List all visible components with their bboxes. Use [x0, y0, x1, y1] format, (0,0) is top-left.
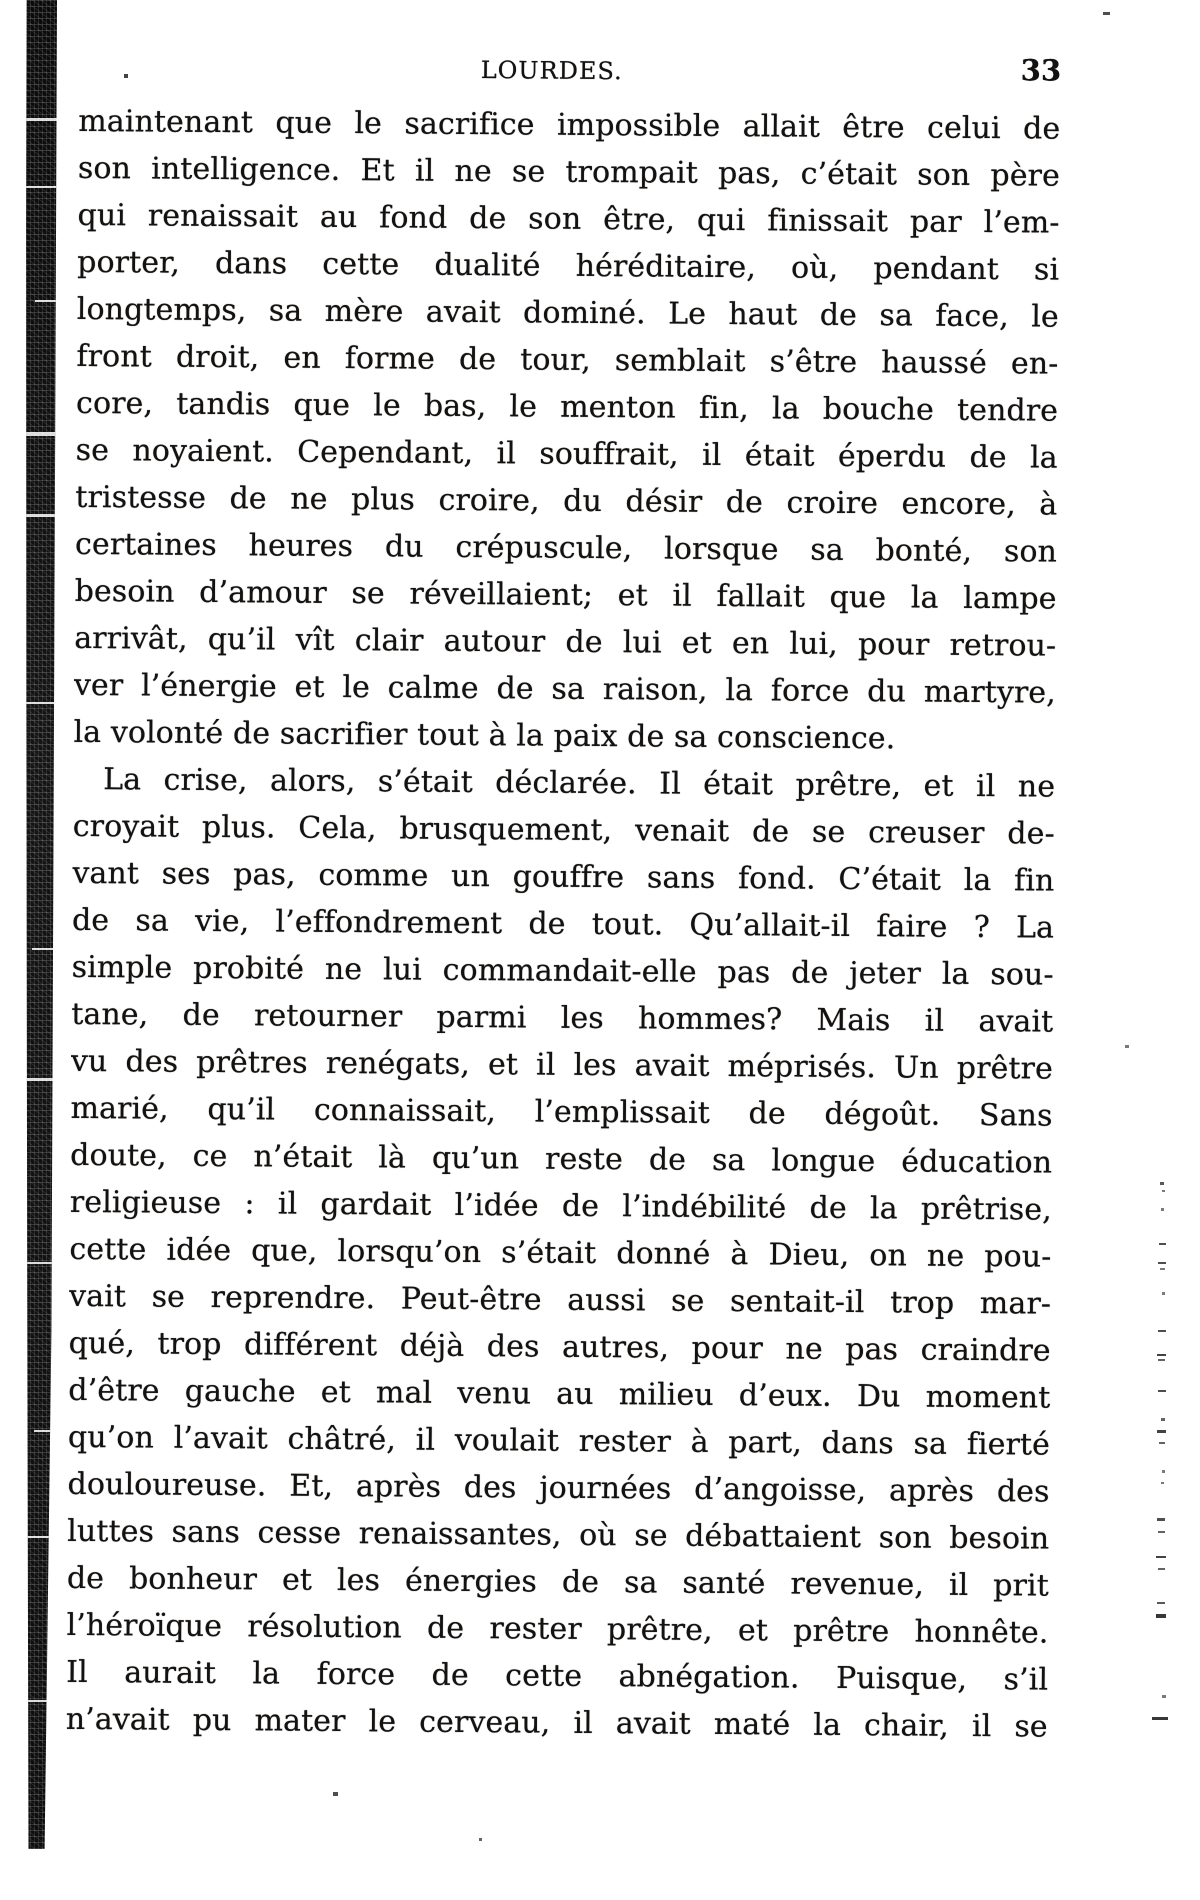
edge-mark	[1156, 1556, 1166, 1558]
edge-mark	[1157, 1430, 1166, 1433]
text-line-p1-11: besoin d’amour se réveillaient; et il fallait que la lampe	[74, 573, 1057, 617]
text-line-p2-15: qu’on l’avait châtré, il voulait rester à part, dans sa fierté	[67, 1419, 1051, 1463]
text-line-p2-5: simple probité ne lui commandait-elle pas de jeter la sou-	[71, 949, 1054, 993]
edge-mark	[1159, 1442, 1165, 1444]
edge-mark	[1162, 1695, 1166, 1698]
text-line-p2-4: de sa vie, l’effondrement de tout. Qu’allait-il faire ? La	[71, 902, 1055, 946]
text-line-p2-8: marié, qu’il connaissait, l’emplissait de dégoût. Sans	[70, 1090, 1053, 1134]
running-title: LOURDES.	[480, 56, 623, 86]
edge-mark	[1161, 1418, 1165, 1421]
edge-mark	[1160, 1182, 1164, 1185]
text-line-p2-2: croyait plus. Cela, brusquement, venait de se creuser de-	[72, 808, 1055, 852]
text-line-p2-13: qué, trop différent déjà des autres, pour ne pas craindre	[68, 1325, 1051, 1369]
text-line-p2-19: l’héroïque résolution de rester prêtre, et prêtre honnête.	[66, 1607, 1049, 1651]
edge-mark	[1158, 1330, 1166, 1332]
edge-mark	[1157, 1602, 1165, 1604]
edge-mark	[1161, 1482, 1164, 1484]
text-line-p1-2: son intelligence. Et il ne se trompait pas, c’était son père	[77, 150, 1061, 194]
dust-speck	[333, 1792, 338, 1796]
text-line-p1-9: tristesse de ne plus croire, du désir de croire encore, à	[75, 479, 1058, 523]
edge-mark	[1157, 1518, 1165, 1521]
edge-mark	[1158, 1568, 1165, 1570]
dust-speck	[1125, 1045, 1129, 1048]
edge-mark	[1157, 1354, 1166, 1356]
edge-mark	[1162, 1292, 1165, 1295]
text-line-p1-5: longtemps, sa mère avait dominé. Le haut de sa face, le	[76, 291, 1059, 335]
text-line-p1-13: ver l’énergie et le calme de sa raison, la force du martyre,	[73, 667, 1057, 711]
text-line-p2-1: La crise, alors, s’était déclarée. Il était prêtre, et il ne	[103, 762, 1056, 805]
text-line-p1-12: arrivât, qu’il vît clair autour de lui et en lui, pour retrou-	[74, 620, 1057, 664]
text-line-p1-10: certaines heures du crépuscule, lorsque sa bonté, son	[74, 526, 1058, 570]
dust-speck	[479, 1838, 482, 1841]
text-line-p1-7: core, tandis que le bas, le menton fin, la bouche tendre	[75, 385, 1059, 429]
dust-speck	[124, 74, 128, 78]
edge-mark	[1152, 1717, 1168, 1720]
edge-mark	[1162, 1470, 1165, 1473]
text-line-p1-8: se noyaient. Cependant, il souffrait, il était éperdu de la	[75, 432, 1058, 476]
text-line-p2-7: vu des prêtres renégats, et il les avait méprisés. Un prêtre	[70, 1043, 1054, 1087]
text-line-p1-6: front droit, en forme de tour, semblait s’être haussé en-	[76, 338, 1059, 382]
text-line-p1-4: porter, dans cette dualité héréditaire, où, pendant si	[77, 244, 1060, 288]
text-line-p2-20: Il aurait la force de cette abnégation. Puisque, s’il	[66, 1654, 1049, 1698]
text-line-p2-3: vant ses pas, comme un gouffre sans fond. C’était la fin	[72, 855, 1055, 899]
edge-mark	[1156, 1614, 1166, 1618]
text-line-p2-21: n’avait pu mater le cerveau, il avait maté la chair, il se	[65, 1701, 1048, 1745]
edge-mark	[1158, 1262, 1166, 1264]
edge-mark	[1161, 1208, 1164, 1211]
text-line-p1-1: maintenant que le sacrifice impossible allait être celui de	[78, 103, 1061, 147]
text-line-p2-9: doute, ce n’était là qu’un reste de sa longue éducation	[70, 1137, 1053, 1181]
edge-mark	[1158, 1531, 1165, 1533]
text-line-p2-12: vait se reprendre. Peut-être aussi se sentait-il trop mar-	[68, 1278, 1052, 1322]
text-line-p2-10: religieuse : il gardait l’idée de l’indébilité de la prêtrise,	[69, 1184, 1052, 1228]
edge-mark	[1159, 1243, 1166, 1245]
text-line-p2-16: douloureuse. Et, après des journées d’angoisse, après des	[67, 1466, 1050, 1510]
page-number: 33	[1020, 53, 1062, 88]
edge-mark	[1162, 1190, 1165, 1192]
text-line-p1-3: qui renaissait au fond de son être, qui finissait par l’em-	[77, 197, 1060, 241]
text-line-p2-17: luttes sans cesse renaissantes, où se débattaient son besoin	[67, 1513, 1050, 1557]
page-text	[66, 98, 1061, 1751]
edge-mark	[1160, 1268, 1165, 1270]
text-line-p1-14: la volonté de sacrifier tout à la paix de sa conscience.	[73, 714, 896, 757]
text-line-p2-6: tane, de retourner parmi les hommes? Mais il avait	[71, 996, 1054, 1040]
text-line-p2-14: d’être gauche et mal venu au milieu d’eux. Du moment	[68, 1372, 1051, 1416]
text-line-p2-18: de bonheur et les énergies de sa santé revenue, il prit	[66, 1560, 1049, 1604]
edge-mark	[1158, 1390, 1166, 1392]
text-line-p2-11: cette idée que, lorsqu’on s’était donné à Dieu, on ne pou-	[69, 1231, 1052, 1275]
dust-speck	[1103, 12, 1110, 15]
edge-mark	[1158, 1359, 1165, 1361]
